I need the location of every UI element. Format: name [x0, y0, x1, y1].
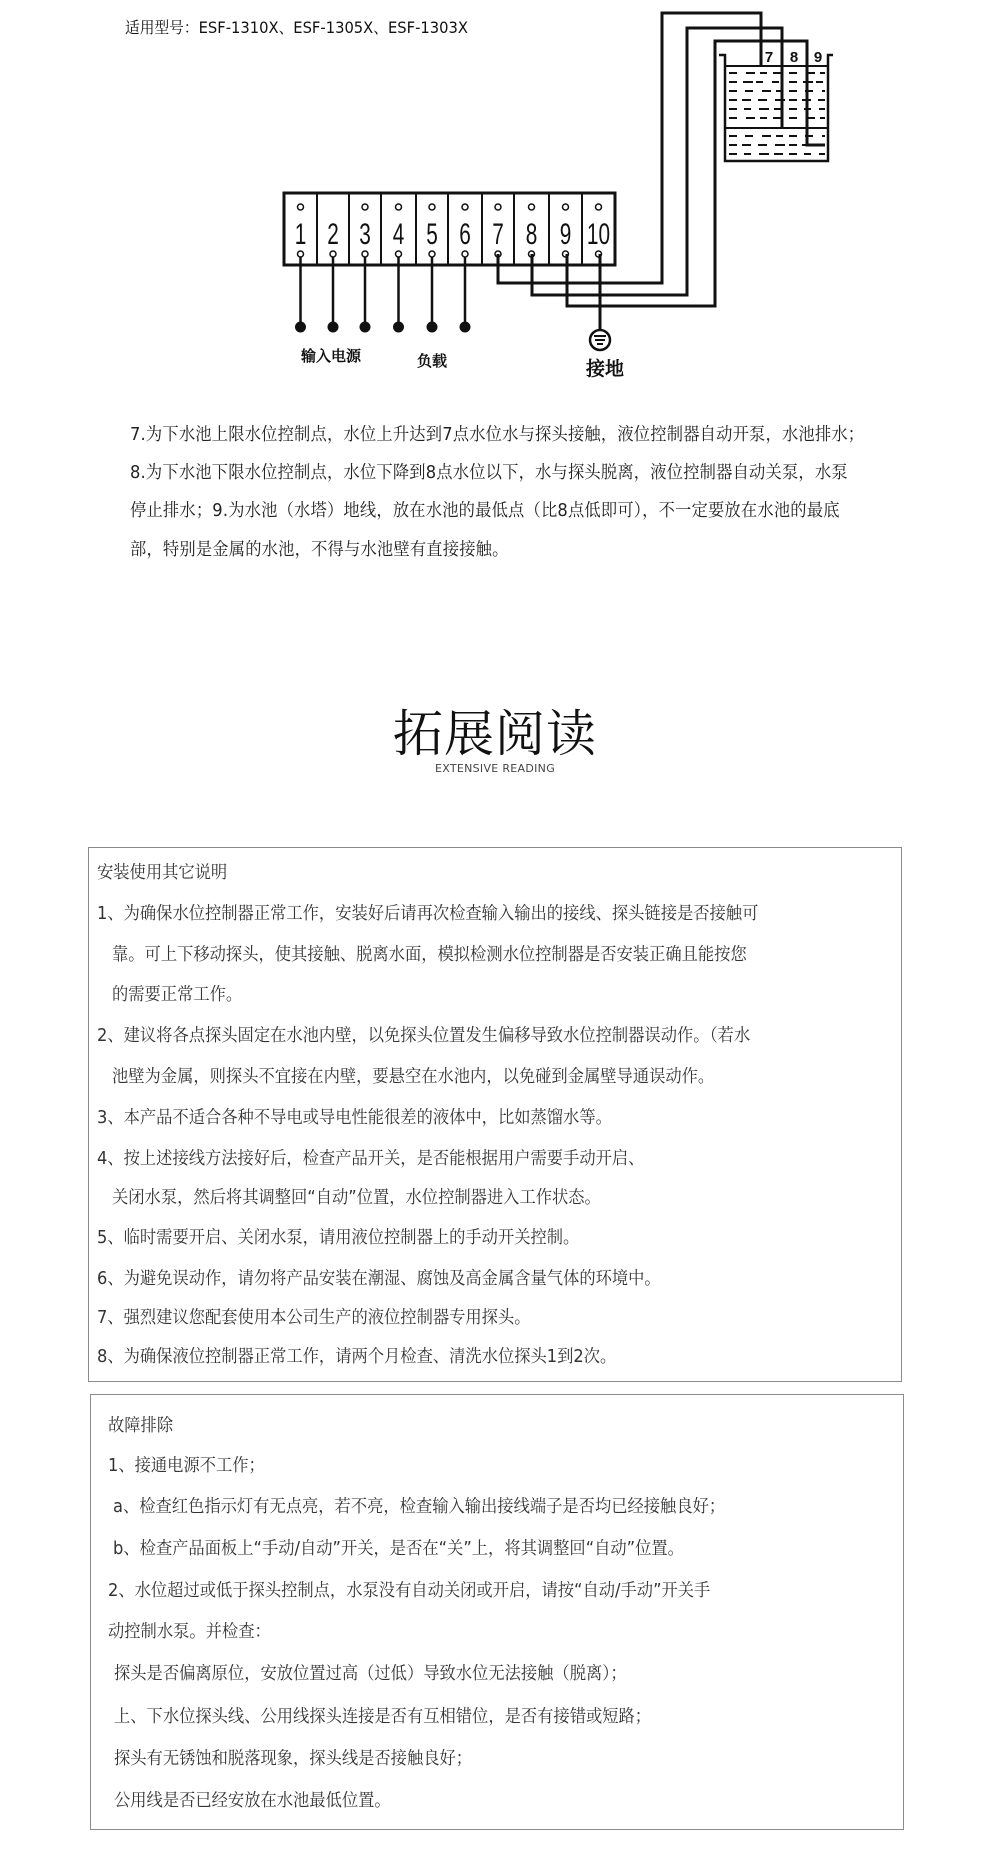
- screw-top-icon: [495, 204, 501, 210]
- terminal-number: 3: [359, 218, 371, 251]
- extended-reading-title: 拓展阅读: [393, 705, 597, 763]
- panel-line: 公用线是否已经安放在水池最低位置。: [114, 1791, 391, 1811]
- terminal-number: 2: [327, 218, 339, 251]
- screw-bottom-icon: [330, 251, 336, 257]
- terminal-number: 1: [294, 218, 307, 251]
- wire-end-dot: [297, 323, 305, 331]
- ground-symbol-icon: [590, 330, 610, 350]
- screw-bottom-icon: [362, 251, 368, 257]
- screw-bottom-icon: [462, 251, 468, 257]
- terminal-number: 8: [525, 218, 538, 251]
- panel-line: 关闭水泵，然后将其调整回“自动”位置，水位控制器进入工作状态。: [112, 1188, 601, 1208]
- screw-top-icon: [462, 204, 468, 210]
- screw-top-icon: [529, 204, 535, 210]
- panel-line: 探头有无锈蚀和脱落现象，探头线是否接触良好；: [114, 1749, 473, 1769]
- panel-line: b、检查产品面板上“手动/自动”开关，是否在“关”上，将其调整回“自动”位置。: [113, 1539, 684, 1559]
- panel-line: 6、为避免误动作，请勿将产品安装在潮湿、腐蚀及高金属含量气体的环境中。: [97, 1269, 661, 1289]
- wire-end-dot: [428, 323, 436, 331]
- troubleshooting-panel: [90, 1394, 904, 1830]
- panel-line: 动控制水泵。并检查：: [108, 1622, 271, 1642]
- panel-line: 探头是否偏离原位，安放位置过高（过低）导致水位无法接触（脱离）；: [114, 1664, 627, 1684]
- probe-label: 8: [789, 49, 799, 66]
- screw-bottom-icon: [429, 251, 435, 257]
- panel-line: 1、接通电源不工作；: [108, 1456, 265, 1476]
- screw-top-icon: [362, 204, 368, 210]
- terminal-block: [284, 193, 615, 331]
- panel-line: 池壁为金属，则探头不宜接在内壁，要悬空在水池内，以免碰到金属壁导通误动作。: [112, 1067, 715, 1087]
- applicable-models: 适用型号：ESF-1310X、ESF-1305X、ESF-1303X: [125, 18, 468, 37]
- panel-line: 的需要正常工作。: [112, 985, 243, 1005]
- probe-wires: [498, 13, 825, 330]
- wire-end-dot: [461, 323, 469, 331]
- screw-top-icon: [429, 204, 435, 210]
- screw-top-icon: [298, 204, 304, 210]
- description-line: 8.为下水池下限水位控制点，水位下降到8点水位以下，水与探头脱离，液位控制器自动关泵，水泵: [130, 463, 848, 483]
- screw-bottom-icon: [298, 251, 304, 257]
- terminal-number: 10: [586, 218, 611, 251]
- screw-top-icon: [396, 204, 402, 210]
- screw-bottom-icon: [396, 251, 402, 257]
- panel-line: 上、下水位探头线、公用线探头连接是否有互相错位，是否有接错或短路；: [114, 1707, 652, 1727]
- panel-line: 1、为确保水位控制器正常工作，安装好后请再次检查输入输出的接线、探头链接是否接触可: [97, 904, 759, 924]
- terminal-number: 6: [459, 218, 471, 251]
- terminal-number: 9: [559, 218, 572, 251]
- screw-top-icon: [563, 204, 569, 210]
- load-label: 负载: [416, 352, 448, 370]
- description-line: 停止排水；9.为水池（水塔）地线，放在水池的最低点（比8点低即可），不一定要放在水池的最底: [130, 501, 840, 521]
- panel-line: a、检查红色指示灯有无点亮，若不亮，检查输入输出接线端子是否均已经接触良好；: [113, 1497, 726, 1517]
- wire-end-dot: [361, 323, 369, 331]
- terminal-number: 4: [392, 218, 405, 251]
- screw-top-icon: [596, 204, 602, 210]
- install-notes-panel: [88, 847, 902, 1382]
- tank-probe-labels: [765, 49, 822, 66]
- panel-line: 8、为确保液位控制器正常工作，请两个月检查、清洗水位探头1到2次。: [97, 1347, 617, 1367]
- probe-label: 9: [813, 49, 823, 66]
- panel-line: 7、强烈建议您配套使用本公司生产的液位控制器专用探头。: [97, 1308, 531, 1328]
- wire-end-dot: [329, 323, 337, 331]
- panel-line: 2、建议将各点探头固定在水池内壁，以免探头位置发生偏移导致水位控制器误动作。（若水: [97, 1026, 751, 1046]
- panel-title: 安装使用其它说明: [97, 863, 228, 883]
- panel-line: 靠。可上下移动探头，使其接触、脱离水面，模拟检测水位控制器是否安装正确且能按您: [112, 945, 747, 965]
- extended-reading-subtitle: EXTENSIVE READING: [434, 762, 556, 775]
- description-line: 7.为下水池上限水位控制点，水位上升达到7点水位水与探头接触，液位控制器自动开泵，水池排水；: [130, 425, 865, 445]
- terminal-number: 7: [492, 218, 504, 251]
- panel-line: 3、本产品不适合各种不导电或导电性能很差的液体中，比如蒸馏水等。: [97, 1108, 612, 1128]
- description-line: 部，特别是金属的水池，不得与水池壁有直接接触。: [130, 540, 509, 560]
- panel-line: 5、临时需要开启、关闭水泵，请用液位控制器上的手动开关控制。: [97, 1228, 580, 1248]
- power-input-label: 输入电源: [300, 347, 362, 365]
- ground-label: 接地: [585, 358, 625, 380]
- probe-label: 7: [764, 49, 774, 66]
- wire-end-dot: [395, 323, 403, 331]
- wiring-diagram: [0, 0, 990, 390]
- panel-line: 4、按上述接线方法接好后，检查产品开关，是否能根据用户需要手动开启、: [97, 1149, 645, 1169]
- panel-title: 故障排除: [108, 1416, 174, 1436]
- panel-line: 2、水位超过或低于探头控制点，水泵没有自动关闭或开启，请按“自动/手动”开关手: [108, 1581, 711, 1601]
- terminal-number: 5: [426, 218, 438, 251]
